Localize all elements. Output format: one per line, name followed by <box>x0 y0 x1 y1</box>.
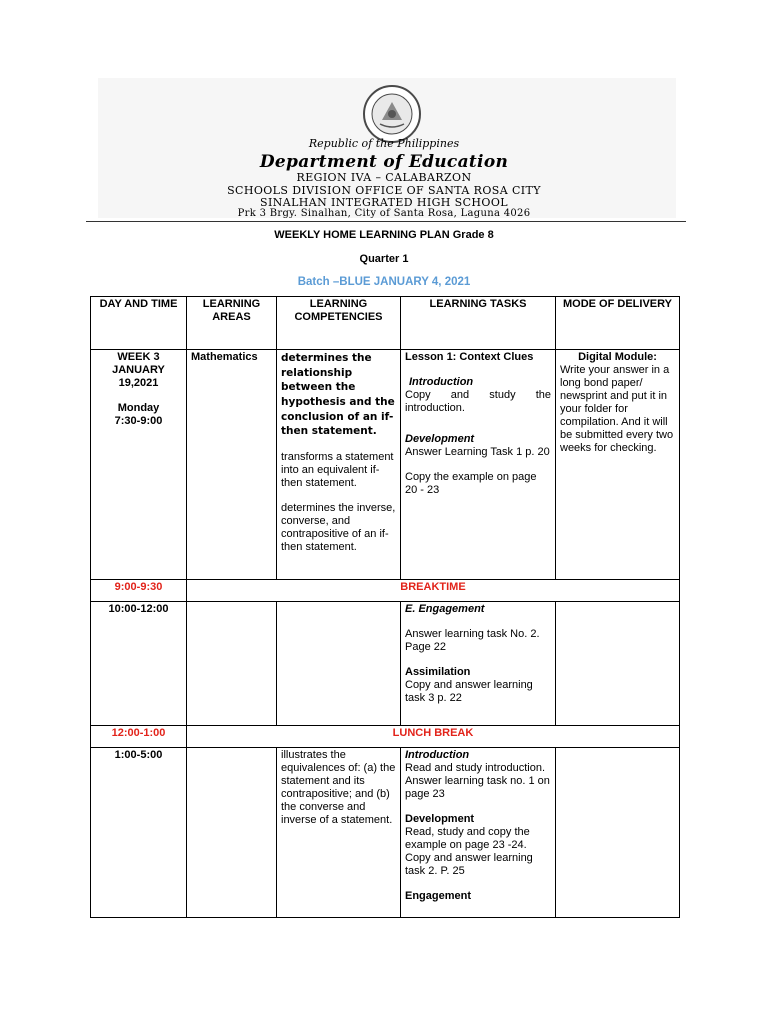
header-learning-tasks: LEARNING TASKS <box>401 297 556 350</box>
breaktime-row <box>91 580 680 602</box>
mode-title: Digital Module: <box>578 351 657 363</box>
date-line-1: JANUARY <box>112 363 165 376</box>
engagement-heading: E. Engagement <box>405 603 485 615</box>
development-heading: Development <box>405 432 475 445</box>
time-cell: 10:00-12:00 <box>91 602 187 726</box>
day-time-cell <box>91 350 187 580</box>
week-label: WEEK 3 <box>117 351 160 363</box>
time-label: 7:30-9:00 <box>114 414 163 427</box>
date-line-2: 19,2021 <box>118 376 159 389</box>
header-learning-competencies: LEARNING COMPETENCIES <box>277 297 401 350</box>
competency-cell: illustrates the equivalences of: (a) the statement and its contrapositive; and (b) the converse and inverse of a statement. <box>277 748 401 918</box>
introduction-text: Copy and study the introduction. <box>405 388 551 414</box>
breaktime-time: 9:00-9:30 <box>91 580 187 602</box>
lunch-break-row <box>91 726 680 748</box>
deped-seal <box>362 84 422 144</box>
lesson-title: Lesson 1: Context Clues <box>405 351 534 363</box>
empty-competency-cell <box>277 602 401 726</box>
engagement-text: Answer learning task No. 2. Page 22 <box>405 627 540 653</box>
learning-plan-table <box>90 296 680 918</box>
copy-example-text: Copy the example on page 20 - 23 <box>405 470 537 496</box>
development-heading: Development <box>405 812 475 825</box>
development-text: Answer Learning Task 1 p. 20 <box>405 445 550 458</box>
mode-text: Write your answer in a long bond paper/ newsprint and put it in your folder for compilation. And it will be submitted every two weeks for checking. <box>560 363 674 454</box>
time-cell: 1:00-5:00 <box>91 748 187 918</box>
competency-3: determines the inverse, converse, and contrapositive of an if-then statement. <box>281 502 396 553</box>
assimilation-heading: Assimilation <box>405 665 471 678</box>
competencies-cell <box>277 350 401 580</box>
day-label: Monday <box>117 401 160 414</box>
breaktime-label: BREAKTIME <box>187 580 680 602</box>
introduction-heading: Introduction <box>405 749 470 761</box>
region-line: REGION IVA – CALABARZON <box>296 171 472 184</box>
department-line: Department of Education <box>259 152 509 172</box>
header-day-time: DAY AND TIME <box>91 297 187 350</box>
empty-area-cell <box>187 748 277 918</box>
empty-mode-cell <box>556 602 680 726</box>
engagement-heading: Engagement <box>405 889 472 902</box>
republic-line: Republic of the Philippines <box>308 137 460 150</box>
header-learning-areas: LEARNING AREAS <box>187 297 277 350</box>
school-line: SINALHAN INTEGRATED HIGH SCHOOL <box>260 196 508 209</box>
introduction-text: Read and study introduction. Answer learning task no. 1 on page 23 <box>405 761 550 800</box>
table-row <box>91 748 680 918</box>
introduction-heading: Introduction <box>409 375 474 388</box>
tasks-cell <box>401 748 556 918</box>
assimilation-text: Copy and answer learning task 3 p. 22 <box>405 678 533 704</box>
competency-2: transforms a statement into an equivalent if-then statement. <box>281 451 394 490</box>
plan-title: WEEKLY HOME LEARNING PLAN Grade 8 <box>274 229 494 241</box>
lunch-break-label: LUNCH BREAK <box>187 726 680 748</box>
lunch-break-time: 12:00-1:00 <box>91 726 187 748</box>
header-mode-of-delivery: MODE OF DELIVERY <box>556 297 680 350</box>
competency-1: determines the relationship between the hypothesis and the conclusion of an if-then statement. <box>281 352 395 438</box>
empty-area-cell <box>187 602 277 726</box>
empty-mode-cell <box>556 748 680 918</box>
tasks-cell <box>401 602 556 726</box>
batch-title: Batch –BLUE JANUARY 4, 2021 <box>297 276 471 288</box>
mode-cell <box>556 350 680 580</box>
header-divider <box>86 221 686 222</box>
development-text: Read, study and copy the example on page 23 -24. Copy and answer learning task 2. P. 25 <box>405 825 533 877</box>
division-line: SCHOOLS DIVISION OFFICE OF SANTA ROSA CITY <box>227 184 541 197</box>
address-line: Prk 3 Brgy. Sinalhan, City of Santa Rosa, Laguna 4026 <box>237 208 531 219</box>
table-row <box>91 602 680 726</box>
table-row <box>91 350 680 580</box>
tasks-cell <box>401 350 556 580</box>
table-header-row <box>91 297 680 350</box>
learning-area-cell: Mathematics <box>187 350 277 580</box>
quarter-title: Quarter 1 <box>359 253 409 265</box>
